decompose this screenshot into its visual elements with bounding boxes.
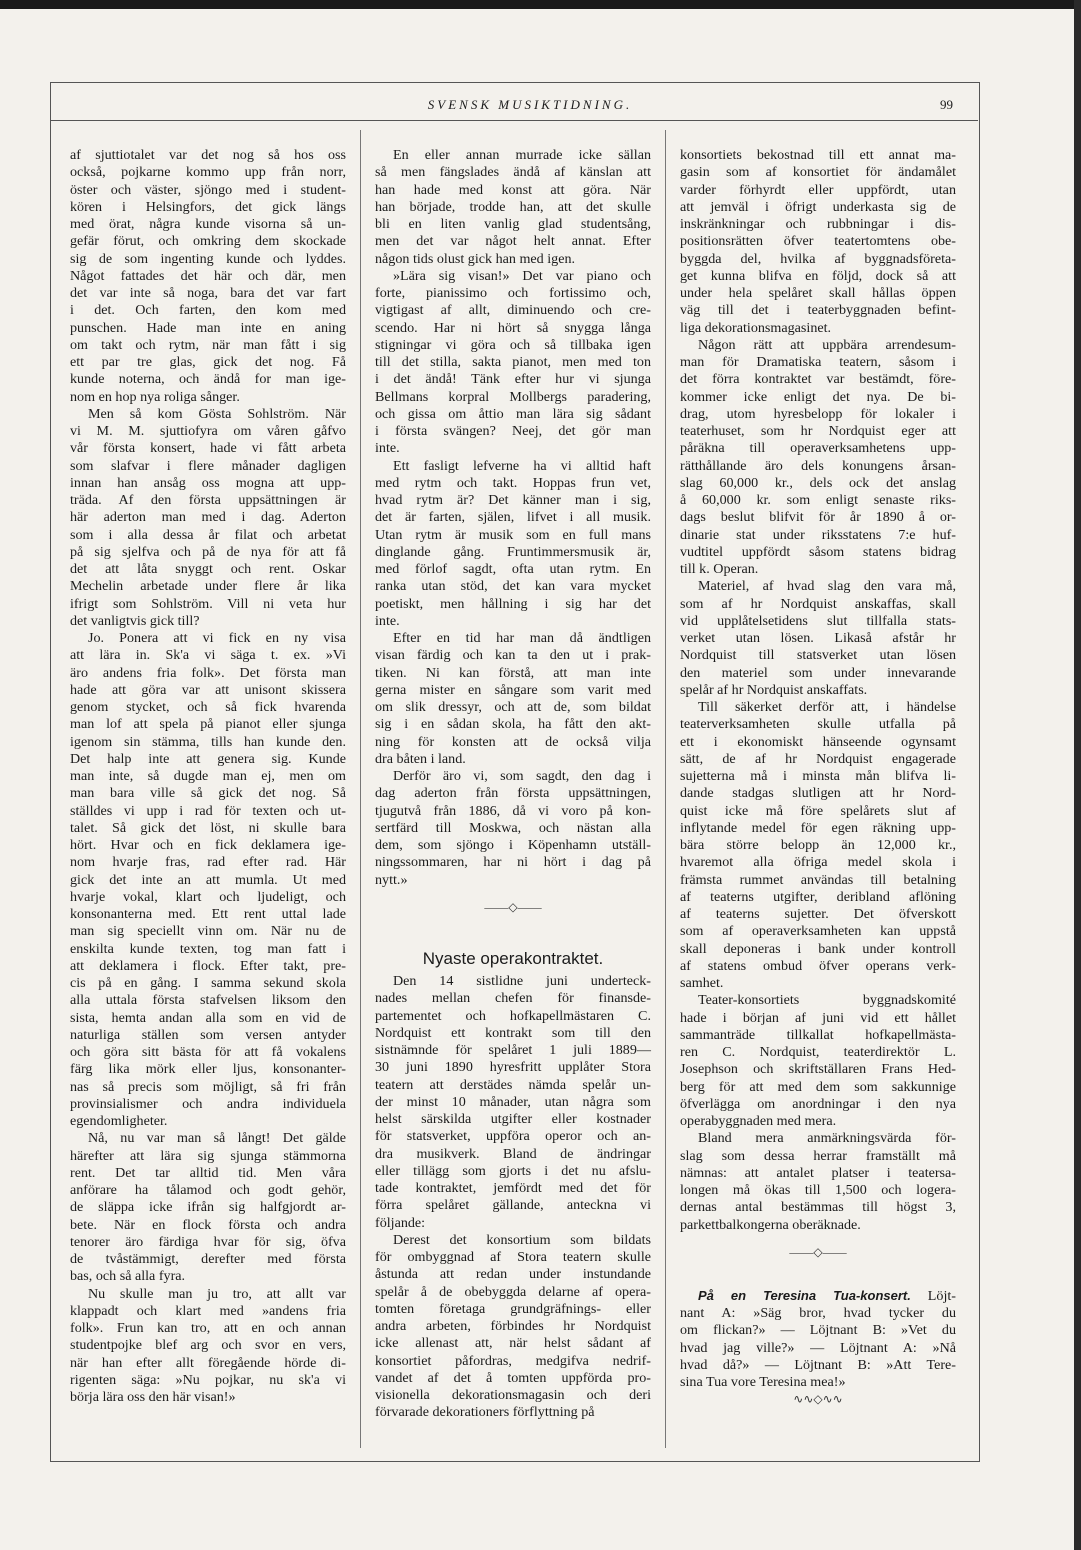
column-3: [680, 147, 956, 1408]
text-line: gick det inte an att mumla. Ut med: [70, 871, 346, 888]
anecdote: [680, 1287, 956, 1392]
text-line: sista, hemta andan alla som en vid de: [70, 1009, 346, 1026]
text-line: rigenten säga: »Nu pojkar, nu sk'a vi: [70, 1371, 346, 1388]
text-line: kunde noterna, och ändå for man ige-: [70, 371, 346, 388]
text-line: stigningar vi göra och så tillbaka igen: [375, 336, 651, 353]
text-line: anförare ha tålamod och godt gehör,: [70, 1182, 346, 1198]
text-line: hvad rytm är? Det känner man i sig,: [375, 492, 651, 508]
text-line: hade i början af juni vid ett hållet: [680, 1009, 956, 1026]
text-line: dernas antal bestämmas till högst 3,: [680, 1199, 956, 1216]
text-line: hade att göra var att unisont skissera: [70, 681, 346, 698]
text-line: härefter att lära sig sjunga stämmorna: [70, 1147, 346, 1164]
text-line: der minst 10 månader, utan några som: [375, 1093, 651, 1110]
text-line: berg för att med dem som sakkunnige: [680, 1078, 956, 1095]
text-line: förvarade dekorationers förflyttning på: [375, 1404, 595, 1421]
text-line: för statsverket, uppföra operor och an-: [375, 1128, 651, 1145]
text-line: nant A: »Säg bror, hvad tycker du: [680, 1305, 956, 1321]
text-line: också, pojkarne kommo upp från norr,: [70, 164, 346, 181]
text-line: nom en hop nya roliga sånger.: [70, 388, 240, 405]
text-line: de släppa icke ifrån sig halfgjordt ar-: [70, 1199, 346, 1216]
text-line: igenom sin stämma, tills han kunde den.: [70, 733, 346, 750]
text-line: poetiskt, men hållning i sig har det: [375, 595, 651, 612]
text-line: man inte, så dugde man ej, men om: [70, 768, 346, 784]
text-line: det var inte så noga, bara det var fart: [70, 285, 346, 301]
text-line: vudtitel uppfördt såsom statens bidrag: [680, 543, 956, 560]
text-line: sig i en sådan skola, ha fått den akt-: [375, 716, 651, 733]
text-line: träda. Af den första uppsättningen är: [70, 492, 346, 508]
text-line: teaterhuset, som hr Nordquist eger att: [680, 423, 956, 439]
text-line: nämnas: att antalet platser i teatersa-: [680, 1164, 956, 1181]
text-line: egendomligheter.: [70, 1113, 168, 1129]
text-line: gefär förut, och omkring dem skockade: [70, 233, 346, 250]
text-line: Nordquist till statsverket utan lösen: [680, 647, 956, 664]
column-divider: [665, 130, 666, 1448]
text-line: punschen. Hade man inte en aning: [70, 319, 346, 336]
text-line: ställdes vi upp i rad för texten och ut-: [70, 802, 346, 819]
text-line: hvarje vokal, klart och ljudeligt, och: [70, 888, 346, 905]
text-line: scendo. Har ni hört så snygga långa: [375, 319, 651, 336]
text-line: med rytm och takt. Hoppas frun vet,: [375, 474, 651, 491]
text-line: att deklamera i flock. Efter takt, pre-: [70, 957, 346, 974]
text-line: följande:: [375, 1214, 426, 1231]
text-line: 30 juni 1890 hyresfritt upplåter Stora: [375, 1059, 651, 1076]
text-line: väg till det i teaterbyggnaden befint-: [680, 302, 956, 319]
text-line: drag, utom hyresbelopp för lokaler i: [680, 405, 956, 422]
text-line: operabyggnaden med mera.: [680, 1113, 837, 1129]
text-line: klappadt och klart med »andens fria: [70, 1302, 346, 1319]
article-heading: Nyaste operakontraktet.: [422, 948, 604, 968]
text-line: för ombyggnad af Stora teatern skulle: [375, 1249, 651, 1265]
text-line: slag 60,000 kr., dels ock det anslag: [680, 474, 956, 491]
text-line: Någon rätt att uppbära arrendesum-: [698, 336, 956, 353]
text-line: dinarie stat under riksstatens 7:e huf-: [680, 526, 956, 543]
text-line: Mechelin arbetade under flere år lika: [70, 578, 346, 595]
text-line: ett par tre glas, gick det nog. Få: [70, 354, 346, 370]
text-line: get kunna blifva en följd, dock så att: [680, 267, 956, 284]
section-ornament: ——◇——: [789, 1244, 847, 1259]
text-line: man bara ville så gick det nog. Så: [70, 785, 346, 802]
text-line: det förra kontraktet var bestämdt, före-: [680, 371, 956, 388]
text-line: när han efter allt föregående hörde di-: [70, 1354, 346, 1371]
text-line: teaterverksamheten skulle utfalla på: [680, 716, 956, 733]
text-line: det är farten, själen, lifvet i all musik.: [375, 509, 651, 526]
text-line: Nå, nu var man så långt! Det gälde: [88, 1130, 346, 1147]
text-line: dinglande gång. Fruntimmersmusik är,: [375, 543, 651, 560]
text-line: som af hr Nordquist anskaffas, skall: [680, 595, 956, 612]
text-line: sertfärd till Moskwa, och nästan alla: [375, 819, 651, 836]
text-line: Till säkerket derför att, i händelse: [698, 699, 956, 715]
text-line: longen må ökas till 1,500 och logera-: [680, 1182, 956, 1198]
text-line: vandet af det å tomten uppförda pro-: [375, 1369, 651, 1386]
text-line: och gissa om åttio man lära sig sådant: [375, 405, 651, 422]
text-line: slag som dessa herrar framställt må: [680, 1147, 956, 1164]
text-line: ning för konsten att de också vilja: [375, 733, 651, 750]
text-line: i första svängen? Neej, det gör man: [375, 423, 651, 439]
text-line: vår första konsert, hade vi fått arbeta: [70, 440, 346, 457]
text-line: Derest det konsortium som bildats: [393, 1231, 651, 1248]
scan-top-border: [0, 0, 1081, 9]
text-line: alla uttala första stafvelsen liksom den: [70, 992, 346, 1009]
column-2-text-bottom: [375, 973, 651, 1422]
text-line: ranka utan stöd, det kan vara mycket: [375, 578, 651, 595]
text-line: vid upplåtelsetidens slut tillfalla stats-: [680, 612, 956, 629]
text-line: rent. Det tar alltid tid. Men våra: [70, 1164, 346, 1181]
text-line: det att låta snyggt och rent. Oskar: [70, 561, 346, 577]
text-line: Nordquist ett kontrakt som till den: [375, 1024, 651, 1041]
text-line: helst särskilda utgifter eller kostnader: [375, 1111, 651, 1127]
text-line: Bland mera anmärkningsvärda för-: [698, 1130, 956, 1147]
text-line: nades mellan chefen för finansde-: [375, 990, 651, 1007]
text-line: inflytande medel för egen räkning upp-: [680, 819, 956, 836]
text-line: kommer icke enligt det nya. De bi-: [680, 388, 956, 405]
text-line: man lof att spela på pianot eller sjunga: [70, 716, 346, 733]
text-line: hvad jag ville?» — Löjtnant A: »Nå: [680, 1339, 956, 1356]
text-line: dem, som sjöngo i Köpenhamn utställ-: [375, 837, 651, 853]
text-line: liga dekorationsmagasinet.: [680, 319, 832, 336]
text-line: naturliga ställen som versen antyder: [70, 1026, 346, 1043]
text-line: tade kontraktet, jemfördt med det för: [375, 1180, 651, 1196]
text-line: till k. Operan.: [680, 561, 759, 577]
text-line: här aderton man med i dag. Aderton: [70, 509, 346, 526]
text-line: enskilta kunde texten, tog man fatt i: [70, 940, 346, 957]
text-line: forte, pianissimo och fortissimo och,: [375, 285, 651, 301]
text-line: äro andens fria folk». Det första man: [70, 664, 346, 681]
text-line: Den 14 sistlidne juni underteck-: [393, 973, 651, 989]
text-line: ett i ekonomiskt hänseende ogynsamt: [680, 733, 956, 750]
text-line: åstunda att redan under instundande: [375, 1266, 651, 1283]
text-line: under hela spelåret skall hållas öppen: [680, 285, 956, 301]
text-line: sig de som ingenting kunde och lyddes.: [70, 250, 346, 267]
section-ornament: ——◇——: [484, 899, 542, 914]
text-line: i det ändå! Tänk efter hur vi sjunga: [375, 371, 651, 388]
text-line: dag aderton från första uppsättningen,: [375, 785, 651, 802]
text-line: af teaterns utgifter, deribland aflöning: [680, 888, 956, 905]
text-line: ifrigt som Sohlström. Vill ni veta hur: [70, 595, 346, 612]
text-line: man för Dramatiska teatern, såsom i: [680, 354, 956, 370]
text-line: bära större belopp än 12,000 kr.,: [680, 837, 956, 853]
text-line: sammanträde tillkallat hofkapellmästa-: [680, 1026, 956, 1043]
text-line: samhet.: [680, 975, 724, 991]
text-line: eller tillägg som gjorts i det nu afslu-: [375, 1162, 651, 1179]
text-line: Josephson och skriftställaren Frans Hed-: [680, 1061, 956, 1078]
text-line: genom stycket, och så fick hvarenda: [70, 699, 346, 715]
scan-right-border: [1074, 0, 1081, 1550]
text-line: dra båten i land.: [375, 750, 466, 767]
text-line: inte.: [375, 612, 400, 629]
text-line: påräkna till operaverksamhetens upp-: [680, 440, 956, 457]
text-line: cis på en gång. I samma sekund skola: [70, 975, 346, 991]
text-line: om slik dressyr, och att de, som bildat: [375, 699, 651, 715]
text-line: nom hvarje fras, rad efter rad. Här: [70, 854, 346, 871]
text-line: talet. Så gick det löst, ni skulle bara: [70, 819, 346, 836]
text-line: Teater-konsortiets byggnadskomité: [698, 992, 956, 1009]
text-line: vi M. M. sjuttiofyra om våren gåfvo: [70, 423, 346, 439]
text-line: att jemväl i öfrigt underkasta sig de: [680, 198, 956, 215]
text-line: bli en liten vanlig glad studentsång,: [375, 216, 651, 232]
text-line: skall deponeras i bank under kontroll: [680, 940, 956, 957]
text-line: som af operaverksamheten kan uppstå: [680, 923, 956, 940]
column-3-text-top: [680, 147, 956, 1234]
text-line: som i alla dessa år filat och arbetat: [70, 526, 346, 543]
text-line: inte.: [375, 440, 400, 457]
text-line: parkettbalkongerna oberäknade.: [680, 1216, 861, 1233]
text-line: andra arbeten, förbindes hr Nordquist: [375, 1318, 651, 1334]
text-line: Efter en tid har man då ändtligen: [393, 630, 651, 646]
text-line: öfverlägga om anordningar i den nya: [680, 1095, 956, 1112]
text-line: inskränkningar och rubbningar i dis-: [680, 216, 956, 232]
text-line: konsonanterna med. Ett rent uttal lade: [70, 906, 346, 922]
text-line: konsortiet påfordras, medgifva nedrif-: [375, 1352, 651, 1369]
text-line: spelår af hr Nordquist anskaffats.: [680, 681, 868, 698]
text-line: tenorer äro färdiga hvar för sig, öfva: [70, 1233, 346, 1250]
text-line: han hade med konst att göra. När: [375, 181, 651, 198]
text-line: och göra sitt bästa för att få vokalens: [70, 1044, 346, 1060]
text-line: sistnämnde för spelåret 1 juli 1889—: [375, 1042, 651, 1058]
text-line: innan han ansåg oss mogna att upp-: [70, 474, 346, 491]
text-line: så men fängslades ändå af känslan att: [375, 164, 651, 181]
text-line: Derför äro vi, som sagdt, den dag i: [393, 768, 651, 784]
text-line: dra musikverk. Bland de ändringar: [375, 1145, 651, 1162]
text-line: ningssommaren, har ni hört i dag på: [375, 854, 651, 871]
text-line: gerna mister en sångare som varit med: [375, 681, 651, 698]
text-line: hvad då?» — Löjtnant B: »Att Tere-: [680, 1356, 956, 1373]
text-line: till det stilla, sakta pianot, men med ton: [375, 354, 651, 370]
text-line: partementet och hofkapellmästaren C.: [375, 1007, 651, 1024]
text-line: byggda del, hvilka af byggnadsföreta-: [680, 250, 956, 267]
text-line: på sig sjelfva och på de nya för att få: [70, 543, 346, 560]
text-line: dags beslut blifvit för år 1890 å or-: [680, 509, 956, 526]
text-line: tiken. Ni kan förstå, att man inte: [375, 664, 651, 681]
text-line: rätthållande äro dels konungens årsan-: [680, 457, 956, 474]
text-line: hört. Hvar och en fick deklamera ige-: [70, 837, 346, 853]
text-line: nas så precis som möjligt, så fri från: [70, 1078, 346, 1095]
text-line: kören i Helsingfors, det gick längs: [70, 198, 346, 215]
text-line: främsta rummet användas till betalning: [680, 871, 956, 888]
text-line: men det var något helt annat. Efter: [375, 233, 651, 250]
text-line: dande stadgas slutligen att hr Nord-: [680, 785, 956, 802]
text-line: af teaterns sujetter. Det öfverskott: [680, 906, 956, 922]
text-line: hvaremot alla öfriga medel skola i: [680, 854, 956, 871]
text-line: man sig speciellt vinn om. När nu de: [70, 923, 346, 940]
text-line: verket utan lösen. Likaså afstår hr: [680, 630, 956, 646]
text-line: sina Tua vore Teresina mea!»: [680, 1374, 846, 1390]
text-line: quist icke må före spelårets slut af: [680, 802, 956, 819]
column-divider: [360, 130, 361, 1448]
text-line: öster och väster, sjöngo med i student-: [70, 181, 346, 198]
text-line: studentpojke blef arg och svor en vers,: [70, 1337, 346, 1354]
text-line: å 60,000 kr. som enligt senaste riks-: [680, 492, 956, 508]
text-line: folk». Frun kan tro, att en och annan: [70, 1320, 346, 1336]
text-line: bete. När en flock första och andra: [70, 1216, 346, 1233]
text-line: ren C. Nordquist, teaterdirektör L.: [680, 1044, 956, 1060]
text-line: af statens ombud öfver operans verk-: [680, 957, 956, 974]
text-line: teatern att derstädes nämda spelår un-: [375, 1076, 651, 1093]
text-line: positionsrätten öfver teatertomtens obe-: [680, 233, 956, 250]
text-line: På en Teresina Tua-konsert. Löjt-: [698, 1287, 956, 1304]
text-line: Nu skulle man ju tro, att allt var: [88, 1285, 346, 1302]
text-line: sujetterna må i minsta mån blifva li-: [680, 768, 956, 784]
text-line: som slafvar i flere månader dagligen: [70, 457, 346, 474]
text-line: icke allenast att, när helst sådant af: [375, 1335, 651, 1352]
text-line: Ett fasligt lefverne ha vi alltid haft: [393, 457, 651, 474]
column-2: [375, 147, 651, 1422]
text-line: färg lika mörk eller ljus, konsonanter-: [70, 1061, 346, 1078]
text-line: nytt.»: [375, 871, 408, 888]
text-line: spelår å de obebyggda delarne af opera-: [375, 1283, 651, 1300]
text-line: bas, och så alla fyra.: [70, 1268, 186, 1285]
text-line: det vanligtvis gick till?: [70, 612, 200, 629]
text-line: »Lära sig visan!» Det var piano och: [393, 267, 651, 284]
text-line: af sjuttiotalet var det nog så hos oss: [70, 147, 346, 163]
text-line: någon tids olust gick han med igen.: [375, 250, 576, 267]
column-2-text-top: [375, 147, 651, 889]
text-line: tjugutvå från 1886, då vi voro på kon-: [375, 802, 651, 819]
text-line: visionella dekorationsmagasin och deri: [375, 1387, 651, 1403]
page-number: 99: [940, 97, 953, 112]
anecdote-title: På en Teresina Tua-konsert.: [698, 1287, 911, 1303]
text-line: sätt, de af hr Nordquist engagerade: [680, 750, 956, 767]
text-line: i det. Och farten, den kom med: [70, 302, 346, 319]
text-line: visan färdig och kan ta den ut i prak-: [375, 647, 651, 664]
text-line: Bellmans korpral Mollbergs paradering,: [375, 388, 651, 405]
journal-title: SVENSK MUSIKTIDNING.: [427, 97, 633, 112]
text-line: Men så kom Gösta Sohlström. När: [88, 405, 346, 422]
text-line: gasin som af konsortiet för ändamålet: [680, 164, 956, 181]
text-line: En eller annan murrade icke sällan: [393, 147, 651, 163]
text-line: med örat, några kunde visorna så un-: [70, 216, 346, 232]
text-line: Jo. Ponera att vi fick en ny visa: [88, 630, 346, 646]
text-line: med förlof sagdt, ofta utan rytm. En: [375, 561, 651, 577]
text-line: om flickan?» — Löjtnant B: »Vet du: [680, 1322, 956, 1339]
text-line: börja lära oss den här visan!»: [70, 1389, 236, 1405]
text-line: tomten företaga grundgräfnings- eller: [375, 1300, 651, 1317]
header-rule: [50, 120, 978, 121]
column-1: [70, 147, 346, 1406]
text-line: han började, trodde han, att det skulle: [375, 198, 651, 215]
text-line: varder förhyrdt eller uppfördt, utan: [680, 181, 956, 198]
text-line: förra spelåret gällande, anteckna vi: [375, 1197, 651, 1214]
text-line: provinsialismer och andra individuela: [70, 1095, 346, 1112]
text-line: vigtigast af allt, diminuendo och cre-: [375, 302, 651, 319]
text-line: de tvåstämmigt, derefter med första: [70, 1251, 346, 1267]
text-line: konsortiets bekostnad till ett annat ma-: [680, 147, 956, 163]
text-line: Det halp inte att genera sig. Kunde: [70, 750, 346, 767]
text-line: att lära in. Sk'a vi säga t. ex. »Vi: [70, 647, 346, 664]
text-line: Utan rytm är musik som en full mans: [375, 526, 651, 543]
text-line: Något fattades det här och där, men: [70, 267, 346, 284]
end-ornament: ∿∿◇∿∿: [793, 1392, 843, 1407]
text-line: om takt och rytm, när man fått i sig: [70, 336, 346, 353]
text-line: den materiel som under innevarande: [680, 664, 956, 681]
text-line: Materiel, af hvad slag den vara må,: [698, 578, 956, 595]
